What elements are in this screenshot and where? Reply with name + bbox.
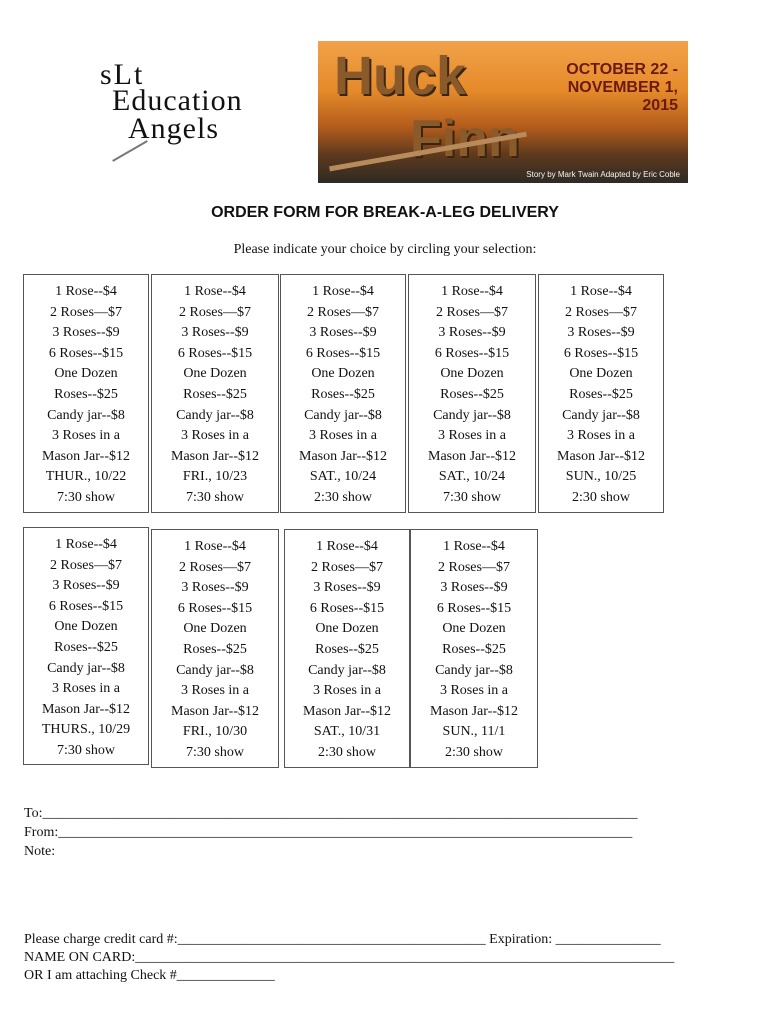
logo-line-3: Angels [128,112,219,145]
menu-line[interactable]: 3 Roses--$9 [438,325,506,341]
show-time: 7:30 show [443,489,501,505]
banner-title-bottom: Finn [410,110,520,168]
show-date: SUN., 11/1 [442,724,506,740]
show-time: 2:30 show [572,489,630,505]
menu-line[interactable]: 2 Roses—$7 [307,304,379,320]
menu-line[interactable]: One Dozen [315,621,379,637]
menu-line[interactable]: 6 Roses--$15 [177,600,253,616]
menu-line[interactable]: Roses--$25 [54,639,118,655]
show-time: 2:30 show [445,744,503,760]
show-time: 7:30 show [186,744,244,760]
menu-line[interactable]: 1 Rose--$4 [441,284,503,299]
show-option-box[interactable] [151,274,279,513]
show-time: 7:30 show [57,742,115,758]
menu-line[interactable]: 3 Roses in a [439,683,509,699]
menu-line[interactable]: Candy jar--$8 [176,662,254,678]
menu-line[interactable]: Candy jar--$8 [433,407,511,423]
show-time: 7:30 show [57,489,115,505]
menu-line[interactable]: 3 Roses--$9 [313,580,381,596]
menu-line[interactable]: 3 Roses in a [437,428,507,444]
show-option-box[interactable] [23,527,149,765]
menu-line[interactable]: One Dozen [442,621,506,637]
menu-line[interactable]: 2 Roses—$7 [311,559,383,575]
menu-line[interactable]: Candy jar--$8 [47,660,125,676]
menu-line[interactable]: One Dozen [569,366,633,382]
menu-line[interactable]: Candy jar--$8 [435,662,513,678]
menu-line[interactable]: 1 Rose--$4 [184,284,246,299]
menu-line[interactable]: Roses--$25 [315,641,379,657]
menu-line[interactable]: 6 Roses--$15 [309,600,385,616]
menu-line[interactable]: Mason Jar--$12 [171,703,259,719]
menu-line[interactable]: Candy jar--$8 [47,407,125,423]
menu-line[interactable]: 6 Roses--$15 [434,345,510,361]
show-option-box[interactable] [280,274,406,513]
menu-line[interactable]: Roses--$25 [311,386,375,402]
menu-line[interactable]: Candy jar--$8 [304,407,382,423]
credit-card-field[interactable]: Please charge credit card #:____________________________________________ Expiration: _______________ [24,932,661,947]
menu-line[interactable]: One Dozen [54,619,118,635]
menu-line[interactable]: 3 Roses--$9 [567,325,635,341]
menu-line[interactable]: Mason Jar--$12 [303,703,391,719]
menu-line[interactable]: Candy jar--$8 [562,407,640,423]
menu-line[interactable]: Roses--$25 [440,386,504,402]
show-date: THURS., 10/29 [41,722,131,738]
show-option-box[interactable] [23,274,149,513]
banner-credit: Story by Mark Twain Adapted by Eric Coble [526,170,680,179]
menu-line[interactable]: Mason Jar--$12 [299,448,387,464]
menu-line[interactable]: One Dozen [183,621,247,637]
show-time: 2:30 show [318,744,376,760]
check-field[interactable]: OR I am attaching Check #______________ [24,968,275,983]
menu-line[interactable]: 6 Roses--$15 [305,345,381,361]
menu-line[interactable]: Candy jar--$8 [308,662,386,678]
menu-line[interactable]: Roses--$25 [183,386,247,402]
to-field[interactable]: To:_____________________________________________________________________________________ [24,806,638,821]
menu-line[interactable]: 3 Roses--$9 [440,580,508,596]
show-date: SAT., 10/31 [313,724,381,740]
menu-line[interactable]: 2 Roses—$7 [50,557,122,573]
menu-line[interactable]: Mason Jar--$12 [42,701,130,717]
logo-line-1: sLt [100,58,145,91]
show-date: SUN., 10/25 [565,469,637,485]
menu-line[interactable]: 6 Roses--$15 [48,598,124,614]
menu-line[interactable]: One Dozen [440,366,504,382]
menu-line[interactable]: Roses--$25 [569,386,633,402]
show-date: FRI., 10/23 [182,469,248,485]
menu-line[interactable]: Mason Jar--$12 [171,448,259,464]
menu-line[interactable]: 1 Rose--$4 [570,284,632,299]
menu-line[interactable]: 1 Rose--$4 [316,539,378,554]
show-date: SAT., 10/24 [438,469,506,485]
show-date: SAT., 10/24 [309,469,377,485]
menu-line[interactable]: Mason Jar--$12 [42,448,130,464]
show-date: THUR., 10/22 [45,469,127,485]
menu-line[interactable]: Mason Jar--$12 [557,448,645,464]
menu-line[interactable]: Candy jar--$8 [176,407,254,423]
show-option-box[interactable] [410,529,538,768]
menu-line[interactable]: 1 Rose--$4 [312,284,374,299]
menu-line[interactable]: 2 Roses—$7 [179,559,251,575]
menu-line[interactable]: 6 Roses--$15 [177,345,253,361]
menu-line[interactable]: 3 Roses--$9 [181,325,249,341]
menu-line[interactable]: 3 Roses--$9 [309,325,377,341]
menu-line[interactable]: Mason Jar--$12 [430,703,518,719]
name-on-card-field[interactable]: NAME ON CARD:_____________________________________________________________________________ [24,950,675,965]
menu-line[interactable]: 2 Roses—$7 [436,304,508,320]
menu-line[interactable]: 3 Roses--$9 [52,578,120,594]
form-instruction: Please indicate your choice by circling your selection: [233,242,537,257]
menu-line[interactable]: 1 Rose--$4 [55,537,117,552]
banner-title-top: Huck [334,46,467,106]
show-option-box[interactable] [408,274,536,513]
menu-line[interactable]: 1 Rose--$4 [184,539,246,554]
note-field[interactable]: Note: [24,844,56,859]
menu-line[interactable]: 1 Rose--$4 [443,539,505,554]
menu-line[interactable]: 6 Roses--$15 [48,345,124,361]
menu-line[interactable]: 3 Roses--$9 [52,325,120,341]
menu-line[interactable]: 3 Roses in a [180,683,250,699]
show-time: 7:30 show [186,489,244,505]
menu-line[interactable]: 3 Roses in a [51,428,121,444]
menu-line[interactable]: Roses--$25 [54,386,118,402]
menu-line[interactable]: 3 Roses--$9 [181,580,249,596]
form-heading: ORDER FORM FOR BREAK-A-LEG DELIVERY [211,204,559,221]
menu-line[interactable]: 2 Roses—$7 [565,304,637,320]
menu-line[interactable]: 2 Roses—$7 [50,304,122,320]
menu-line[interactable]: Roses--$25 [442,641,506,657]
menu-line[interactable]: 3 Roses in a [566,428,636,444]
menu-line[interactable]: 6 Roses--$15 [436,600,512,616]
show-date: FRI., 10/30 [182,724,248,740]
menu-line[interactable]: Mason Jar--$12 [428,448,516,464]
menu-line[interactable]: 3 Roses in a [308,428,378,444]
logo-line-2: Education [112,84,243,117]
menu-line[interactable]: One Dozen [311,366,375,382]
show-option-box[interactable] [151,529,279,768]
banner-dates: OCTOBER 22 - NOVEMBER 1, 2015 [566,61,678,114]
menu-line[interactable]: 3 Roses in a [312,683,382,699]
menu-line[interactable]: 6 Roses--$15 [563,345,639,361]
show-option-box[interactable] [538,274,664,513]
menu-line[interactable]: 3 Roses in a [180,428,250,444]
menu-line[interactable]: 2 Roses—$7 [179,304,251,320]
menu-line[interactable]: One Dozen [54,366,118,382]
menu-line[interactable]: 2 Roses—$7 [438,559,510,575]
slt-education-angels-logo [100,58,290,158]
from-field[interactable]: From:__________________________________________________________________________________ [24,825,633,840]
menu-line[interactable]: Roses--$25 [183,641,247,657]
huck-finn-banner [318,41,688,183]
menu-line[interactable]: One Dozen [183,366,247,382]
show-option-box[interactable] [284,529,410,768]
menu-line[interactable]: 1 Rose--$4 [55,284,117,299]
menu-line[interactable]: 3 Roses in a [51,681,121,697]
show-time: 2:30 show [314,489,372,505]
